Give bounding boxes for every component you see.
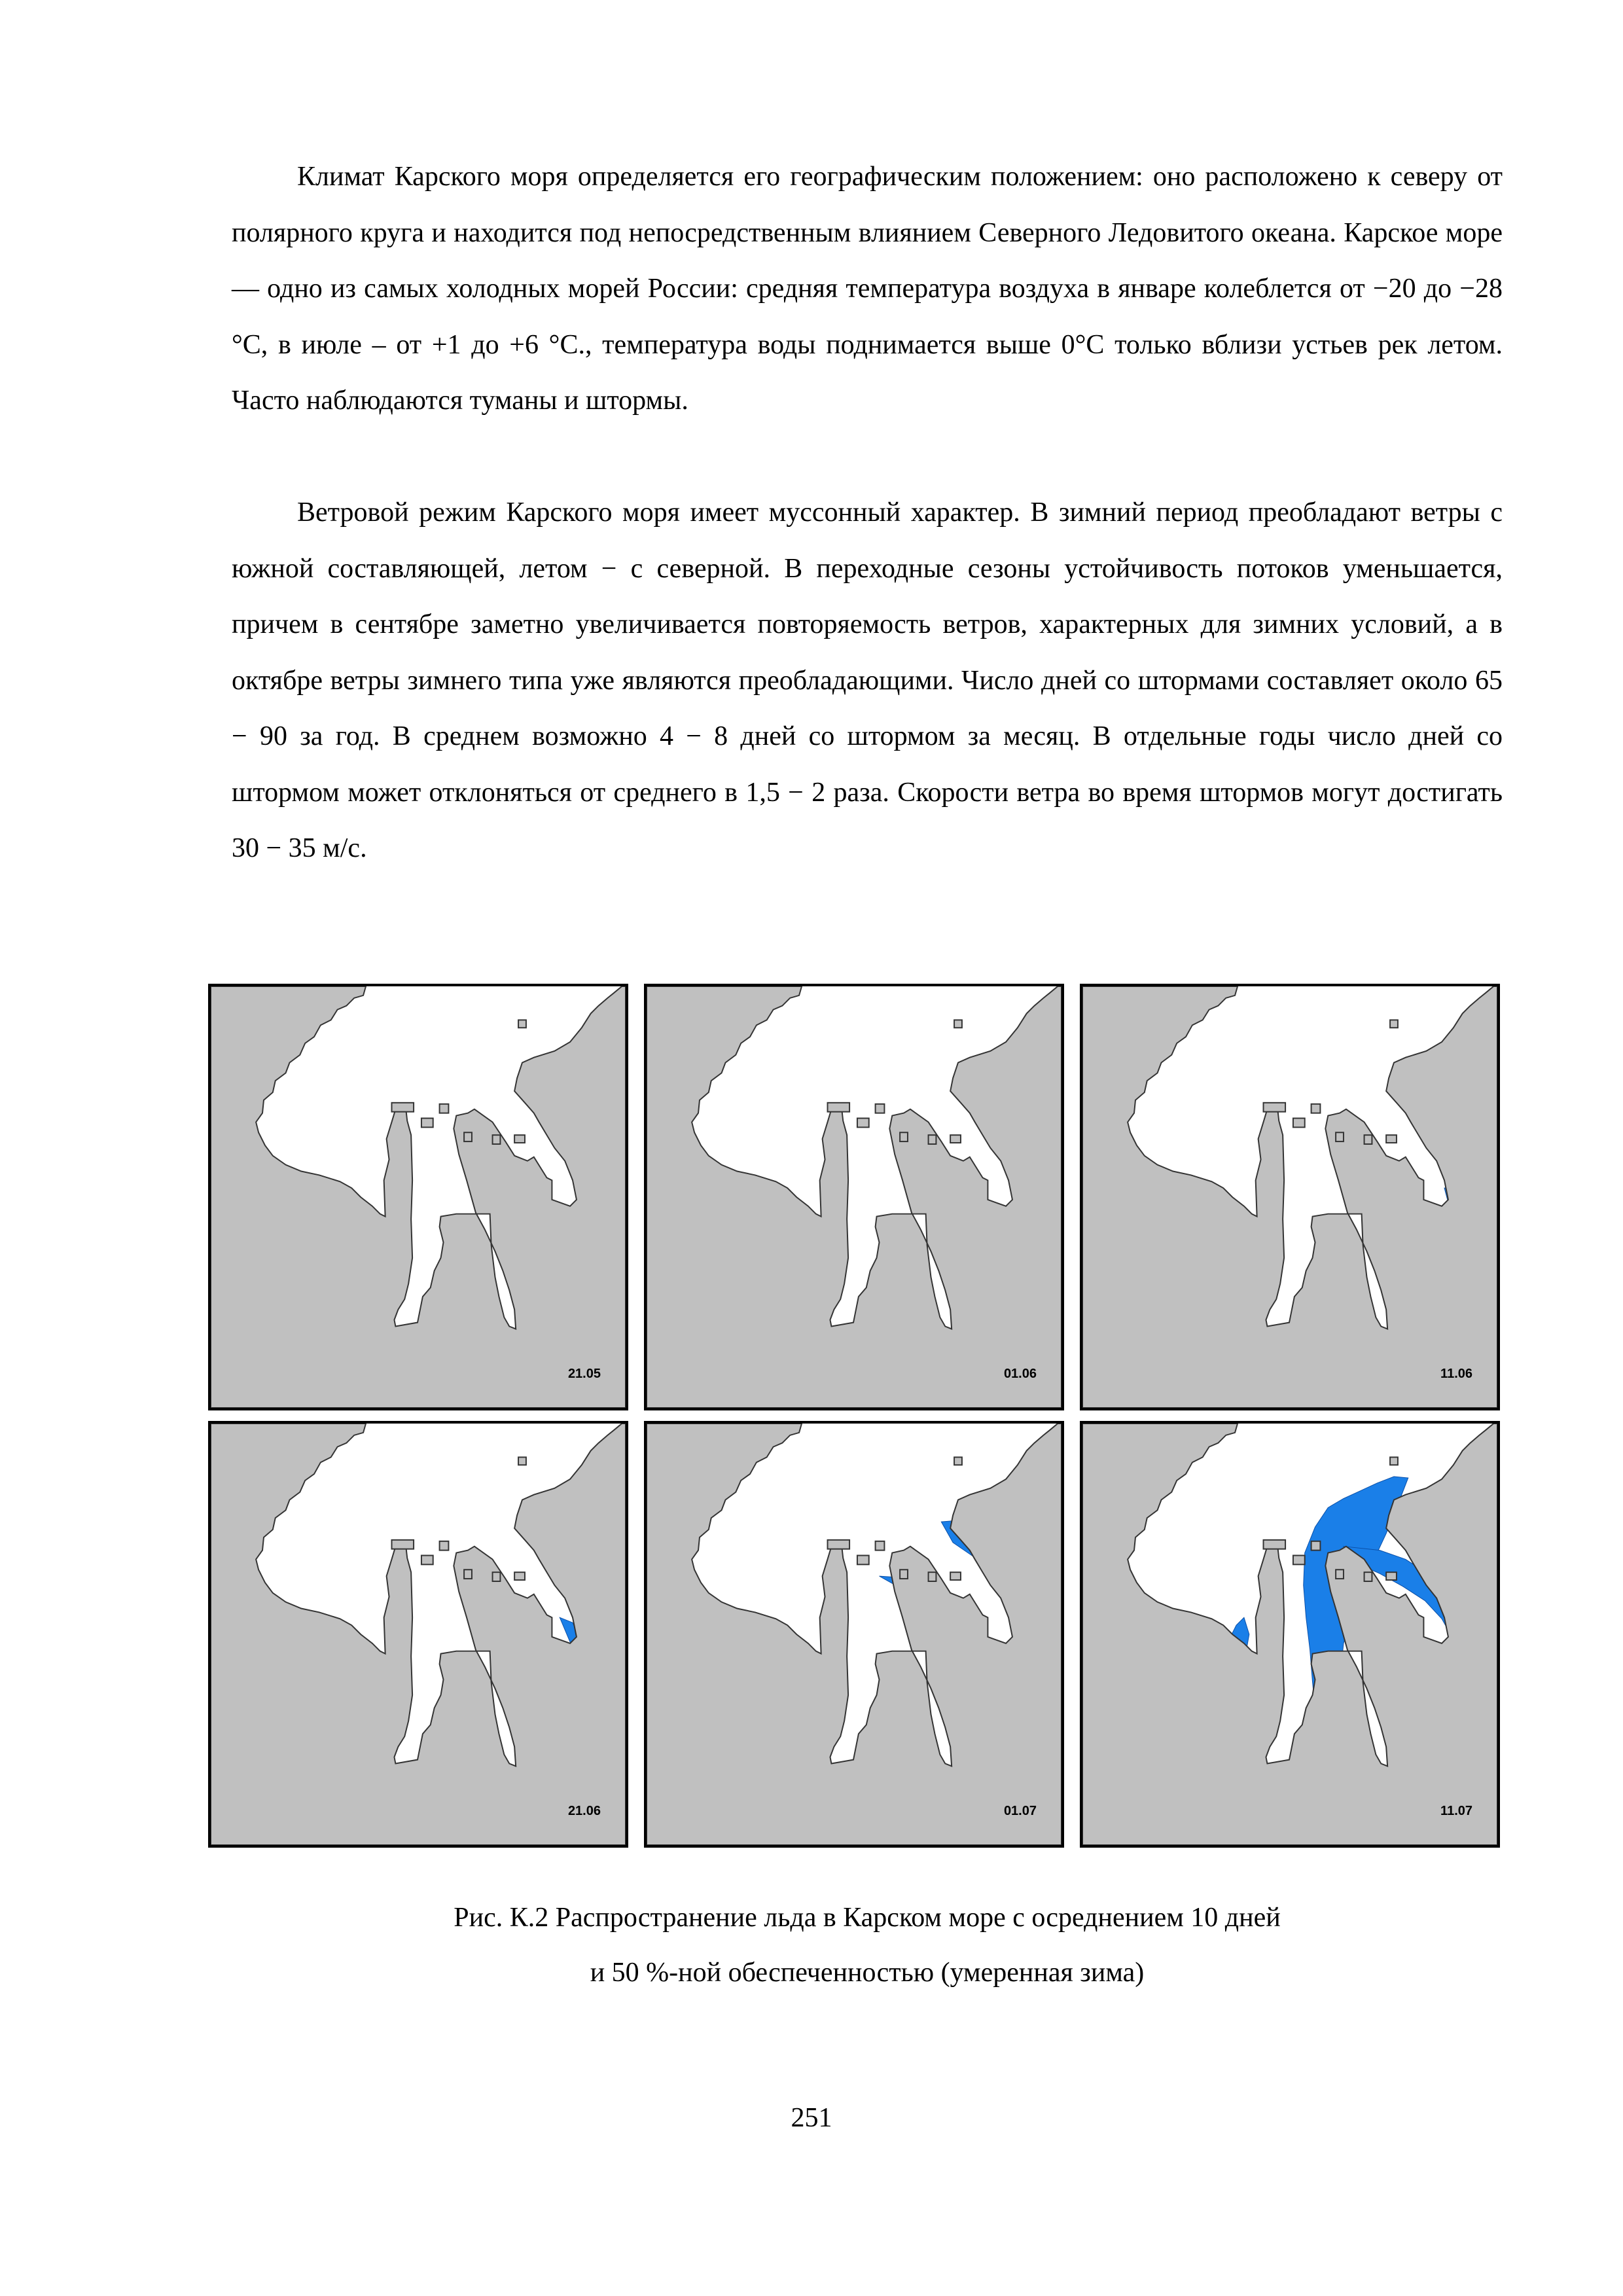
map-date-label: 11.07 [1440,1804,1472,1818]
map-2 [647,986,1061,1408]
island [440,1104,449,1113]
island [440,1541,449,1551]
map-panel-6 [1080,1421,1500,1848]
island [1311,1541,1321,1551]
map-panel-2 [644,984,1064,1410]
map-panel-4 [208,1421,628,1848]
map-panel-1 [208,984,628,1410]
island [464,1570,472,1579]
island [392,1540,414,1549]
map-3 [1082,986,1497,1408]
island [1264,1103,1286,1112]
island [514,1135,525,1143]
island [1386,1572,1397,1580]
island [1390,1020,1398,1028]
island [857,1119,869,1128]
island [493,1572,501,1581]
map-panel-3 [1080,984,1500,1410]
island [900,1132,908,1141]
map-date-label: 21.06 [567,1804,601,1818]
island [464,1132,472,1141]
island [876,1104,885,1113]
island [857,1556,869,1565]
island [1390,1457,1398,1465]
island [950,1572,961,1580]
island [954,1020,962,1028]
page-number: 251 [791,2103,832,2133]
paragraph-climate: Климат Карского моря определяется его географическим положением: оно расположено к северу от полярного круга и находится под непосредственным влиянием Северного Ледовитого океана. Карское море — одно из самых холодных морей России: средняя температура воздуха в январе колеблется от −20 до −28 °C, в июле – от +1 до +6 °С., температура воды поднимается выше 0°С только вблизи устьев рек летом. Часто наблюдаются туманы и штормы. [232,162,1503,416]
map-5 [647,1424,1061,1845]
island [828,1540,850,1549]
paragraph-wind-regime: Ветровой режим Карского моря имеет муссонный характер. В зимний период преобладают ветры с южной составляющей, летом − с северной. В переходные сезоны устойчивость потоков уменьшается, причем в сентябре заметно увеличивается повторяемость ветров, характерных для зимних условий, а в октябре ветры зимнего типа уже являются преобладающими. Число дней со штормами составляет около 65 − 90 за год. В среднем возможно 4 − 8 дней со штормом за месяц. В отдельные годы число дней со штормом может отклоняться от среднего в 1,5 − 2 раза. Скорости ветра во время штормов могут достигать 30 − 35 м/с. [232,497,1503,863]
island [1386,1135,1397,1143]
island [1293,1119,1305,1128]
map-panel-5 [644,1421,1064,1848]
island [828,1103,850,1112]
island [493,1135,501,1144]
island [1336,1570,1344,1579]
map-date-label: 01.06 [1003,1367,1037,1381]
island [518,1457,526,1465]
island [1336,1132,1344,1141]
island [900,1570,908,1579]
island [1364,1572,1372,1581]
island [950,1135,961,1143]
island [392,1103,414,1112]
island [954,1457,962,1465]
map-1 [211,986,626,1408]
island [421,1556,433,1565]
island [929,1572,936,1581]
map-date-label: 11.06 [1440,1367,1472,1381]
island [876,1541,885,1551]
ice-maps-figure [208,984,1504,1848]
island [1293,1556,1305,1565]
map-date-label: 21.05 [567,1367,601,1381]
map-date-label: 01.07 [1003,1804,1037,1818]
island [1311,1104,1321,1113]
island [518,1020,526,1028]
island [514,1572,525,1580]
island [929,1135,936,1144]
figure-caption-line-2: и 50 %-ной обеспеченностью (умеренная зима) [590,1958,1145,1988]
map-6 [1082,1424,1497,1845]
map-4 [211,1424,626,1845]
island [1364,1135,1372,1144]
island [1264,1540,1286,1549]
figure-caption-line-1: Рис. К.2 Распространение льда в Карском море с осреднением 10 дней [454,1903,1281,1933]
island [421,1119,433,1128]
